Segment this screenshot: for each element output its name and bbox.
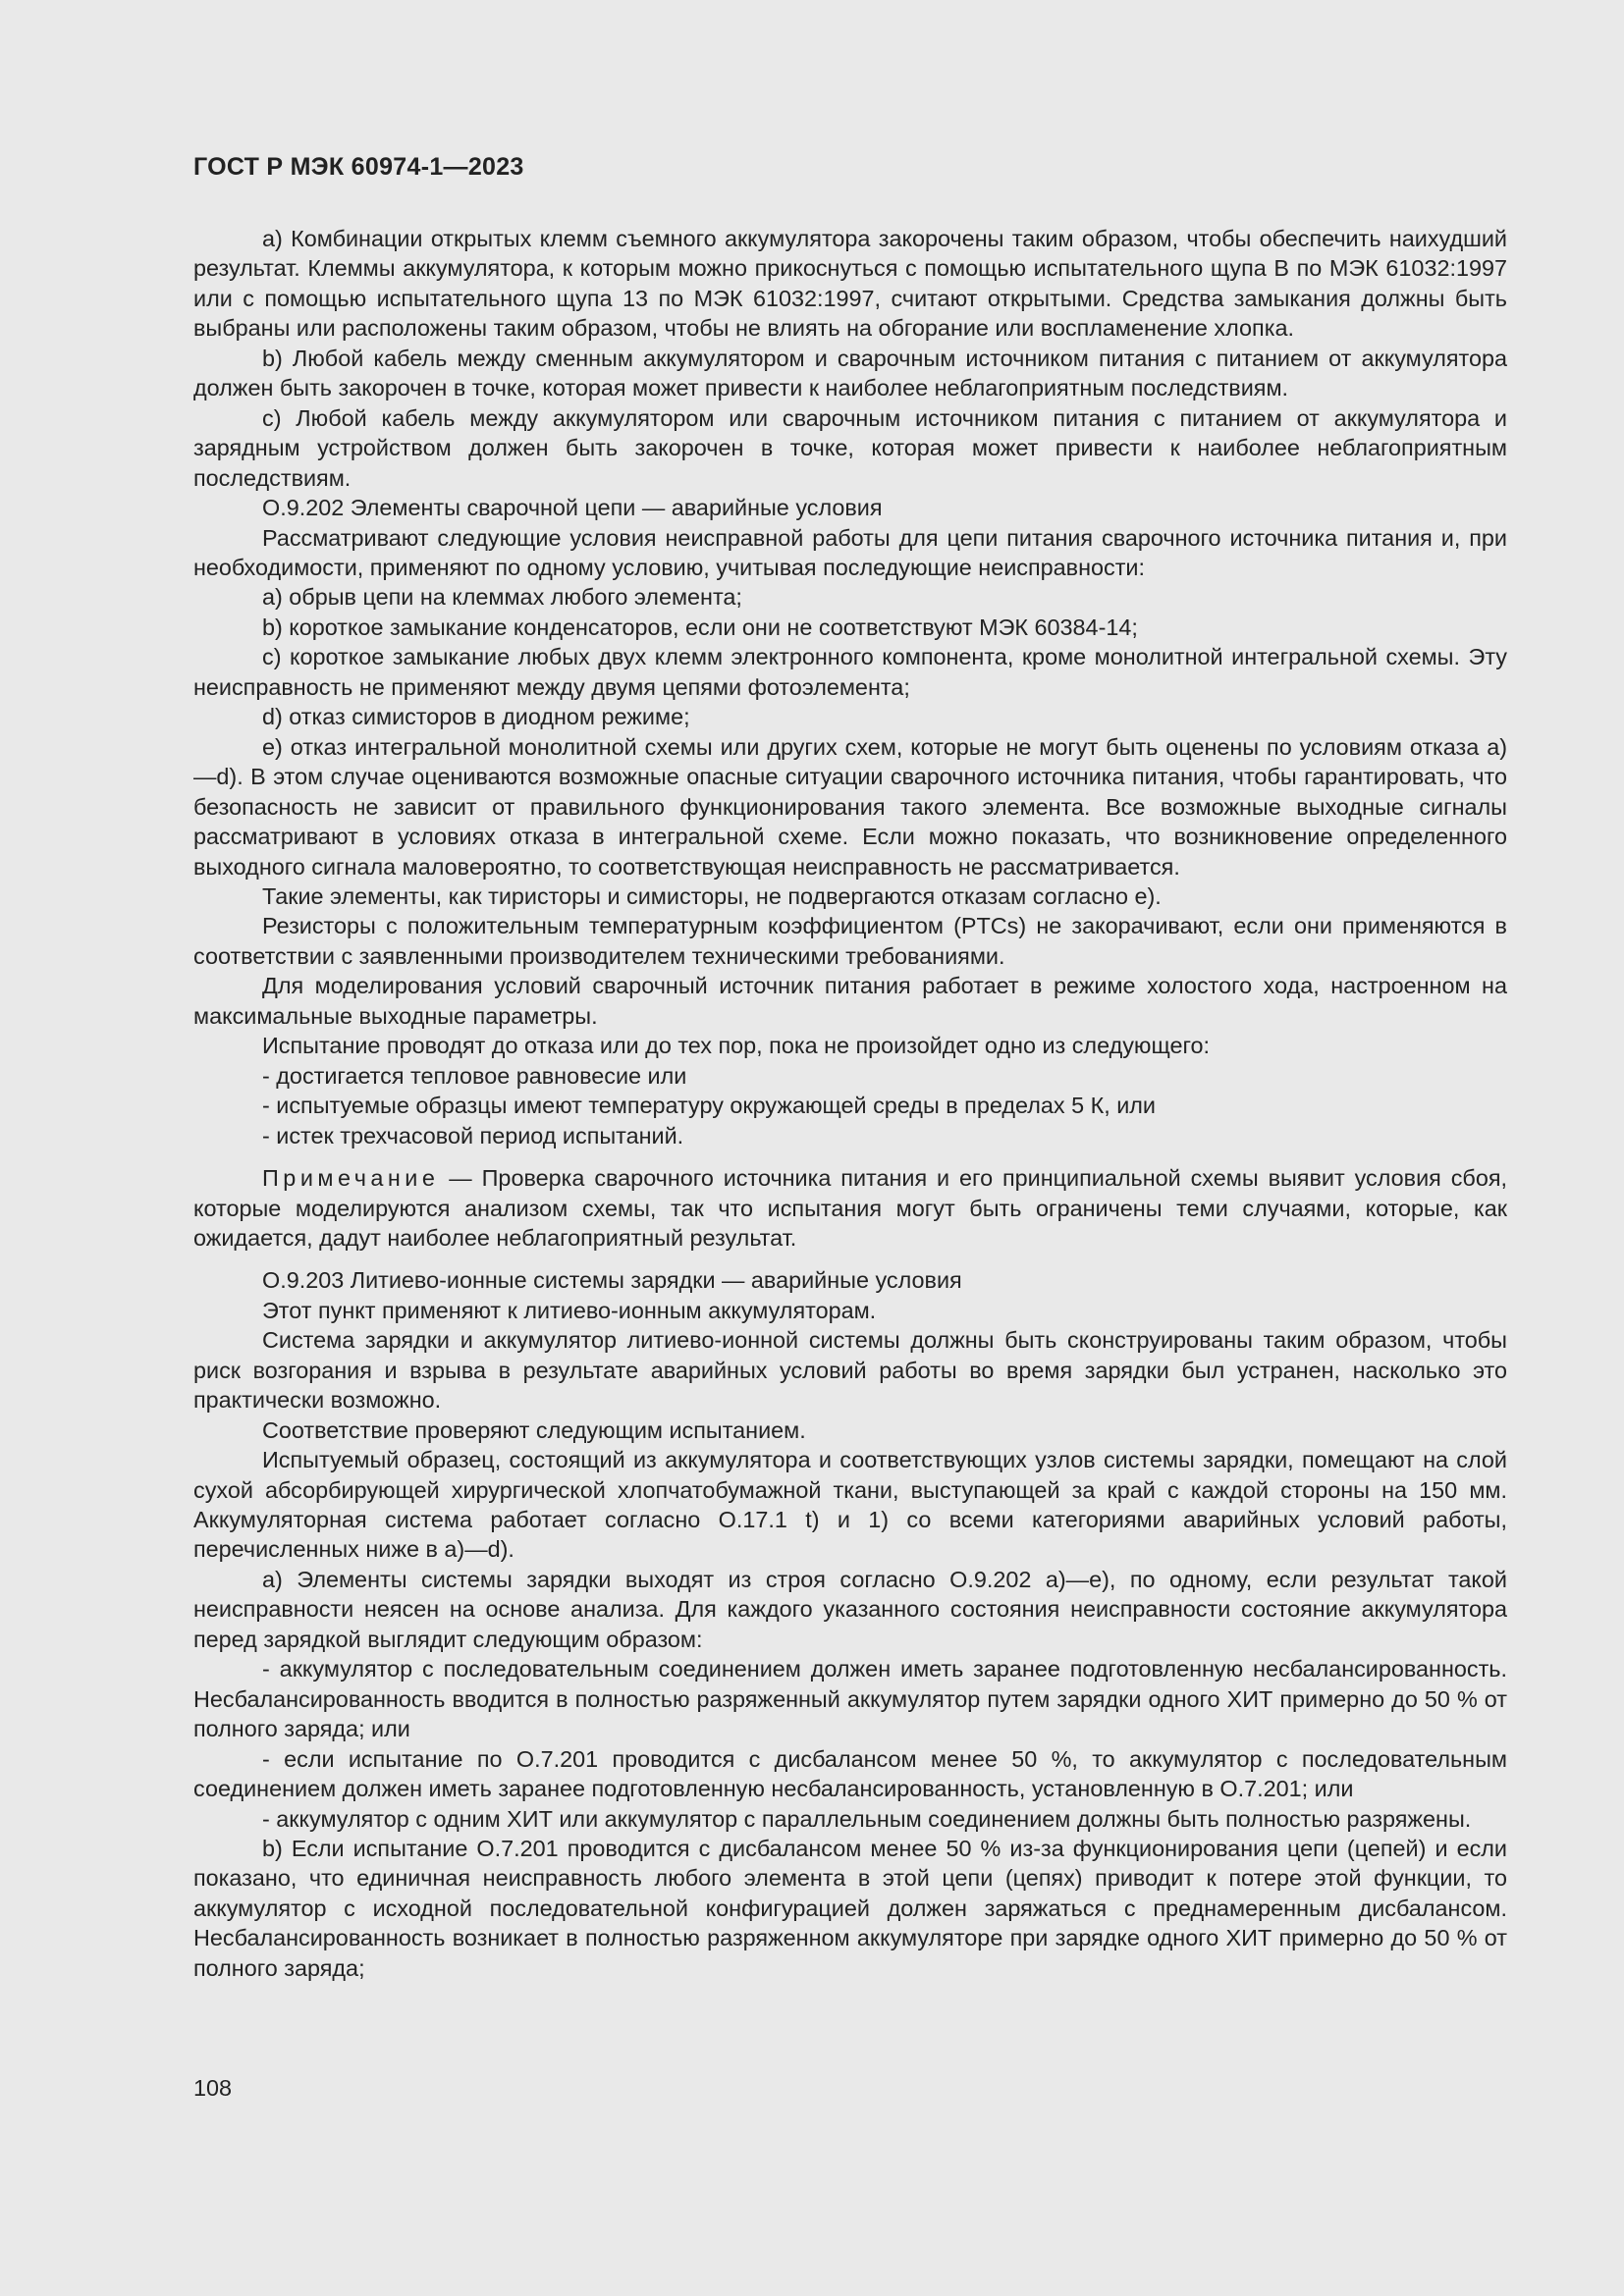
list-item-ambient-temperature: - испытуемые образцы имеют температуру окружающей среды в пределах 5 К, или [262, 1093, 1156, 1119]
paragraph-item-a-short-circuit: а) Комбинации открытых клемм съемного аккумулятора закорочены таким образом, чтобы обеспечить наихудший результат. Клеммы аккумулятора, к которым можно прикоснуться с помощью испытательного щупа В по МЭК 61032:1997 или с помощью испытательного щупа 13 по МЭК 61032:1997, считают открытыми. Средства замыкания должны быть выбраны или расположены таким образом, чтобы не влиять на обгорание или воспламенение хлопка. [193, 226, 1507, 342]
list-item-a-open-circuit: a) обрыв цепи на клеммах любого элемента; [262, 584, 742, 611]
list-item-series-imbalance: - аккумулятор с последовательным соединением должен иметь заранее подготовленную несбалансированность. Несбалансированность вводится в полностью разряженный аккумулятор путем зарядки одного ХИТ примерно до 50 % от полного заряда; или [193, 1656, 1507, 1742]
paragraph-fault-conditions-intro: Рассматривают следующие условия неисправной работы для цепи питания сварочного источника питания и, при необходимости, применяют по одному условию, учитывая последующие неисправности: [193, 524, 1507, 580]
list-item-c-terminal-short: c) короткое замыкание любых двух клемм электронного компонента, кроме монолитной интегральной схемы. Эту неисправность не применяют между двумя цепями фотоэлемента; [193, 644, 1507, 700]
page-number: 108 [193, 2075, 233, 2101]
list-item-single-cell: - аккумулятор с одним ХИТ или аккумулятор с параллельным соединением должны быть полностью разряжены. [262, 1805, 1472, 1832]
paragraph-compliance: Соответствие проверяют следующим испытанием. [262, 1416, 806, 1443]
paragraph-test-duration: Испытание проводят до отказа или до тех пор, пока не произойдет одно из следующего: [262, 1033, 1210, 1059]
list-item-b-capacitor-short: b) короткое замыкание конденсаторов, если они не соответствуют МЭК 60384-14; [262, 614, 1138, 640]
paragraph-idle-mode: Для моделирования условий сварочный источник питания работает в режиме холостого хода, настроенном на максимальные выходные параметры. [193, 973, 1507, 1029]
body-text [193, 224, 1507, 1983]
list-item-three-hours: - истек трехчасовой период испытаний. [262, 1122, 684, 1148]
section-heading-o-9-203: O.9.203 Литиево-ионные системы зарядки — аварийные условия [262, 1267, 962, 1294]
list-item-imbalance-o-7-201: - если испытание по O.7.201 проводится с дисбалансом менее 50 %, то аккумулятор с последовательным соединением должен иметь заранее подготовленную несбалансированность, установленную в O.7.201; или [193, 1745, 1507, 1802]
page-header-standard-title: ГОСТ Р МЭК 60974-1—2023 [193, 153, 524, 181]
paragraph-scope-li-ion: Этот пункт применяют к литиево-ионным аккумуляторам. [262, 1297, 877, 1323]
paragraph-test-sample: Испытуемый образец, состоящий из аккумулятора и соответствующих узлов системы зарядки, помещают на слой сухой абсорбирующей хирургической хлопчатобумажной ткани, выступающей за край с каждой стороны на 150 мм. Аккумуляторная система работает согласно O.17.1 t) и 1) со всеми категориями аварийных условий работы, перечисленных ниже в a)—d). [193, 1447, 1507, 1563]
paragraph-design-requirement: Система зарядки и аккумулятор литиево-ионной системы должны быть сконструированы таким образом, чтобы риск возгорания и взрыва в результате аварийных условий работы во время зарядки был устранен, насколько это практически возможно. [193, 1327, 1507, 1414]
note-label: Примечание [262, 1165, 440, 1192]
list-item-e-ic-failure: e) отказ интегральной монолитной схемы или других схем, которые не могут быть оценены по условиям отказа a)—d). В этом случае оцениваются возможные опасные ситуации сварочного источника питания, чтобы гарантировать, что безопасность не зависит от правильного функционирования такого элемента. Все возможные выходные сигналы рассматривают в условиях отказа в интегральной схеме. Если можно показать, что возникновение определенного выходного сигнала маловероятно, то соответствующая неисправность не рассматривается. [193, 733, 1507, 880]
paragraph-item-b-cable: b) Любой кабель между сменным аккумулятором и сварочным источником питания с питанием от аккумулятора должен быть закорочен в точке, которая может привести к наиболее неблагоприятным последствиям. [193, 345, 1507, 401]
list-item-d-triac-failure: d) отказ симисторов в диодном режиме; [262, 704, 690, 730]
note-text: — Проверка сварочного источника питания и его принципиальной схемы выявит условия сбоя, которые моделируются анализом схемы, так что испытания могут быть ограничены теми случаями, которые, как ожидается, дадут наиболее неблагоприятный результат. [193, 1165, 1507, 1251]
section-heading-o-9-202: O.9.202 Элементы сварочной цепи — аварийные условия [262, 495, 883, 521]
list-item-a-charging-failures: a) Элементы системы зарядки выходят из строя согласно O.9.202 a)—e), по одному, если результат такой неисправности неясен на основе анализа. Для каждого указанного состояния неисправности состояние аккумулятора перед зарядкой выглядит следующим образом: [193, 1566, 1507, 1652]
note-paragraph [193, 1163, 1507, 1253]
paragraph-item-c-cable-charger: c) Любой кабель между аккумулятором или сварочным источником питания с питанием от аккумулятора и зарядным устройством должен быть закорочен в точке, которая может привести к наиболее неблагоприятным последствиям. [193, 404, 1507, 491]
paragraph-thyristors: Такие элементы, как тиристоры и симисторы, не подвергаются отказам согласно е). [262, 882, 1162, 909]
paragraph-ptc-resistors: Резисторы с положительным температурным коэффициентом (PTCs) не закорачивают, если они применяются в соответствии с заявленными производителем техническими требованиями. [193, 913, 1507, 969]
list-item-thermal-equilibrium: - достигается тепловое равновесие или [262, 1062, 687, 1089]
list-item-b-imbalance-circuit: b) Если испытание O.7.201 проводится с дисбалансом менее 50 % из-за функционирования цепи (цепей) и если показано, что единичная неисправность любого элемента в этой цепи (цепях) приводит к потере этой функции, то аккумулятор с исходной последовательной конфигурацией должен заряжаться с преднамеренным дисбалансом. Несбалансированность возникает в полностью разряженном аккумуляторе при зарядке одного ХИТ примерно до 50 % от полного заряда; [193, 1836, 1507, 1981]
